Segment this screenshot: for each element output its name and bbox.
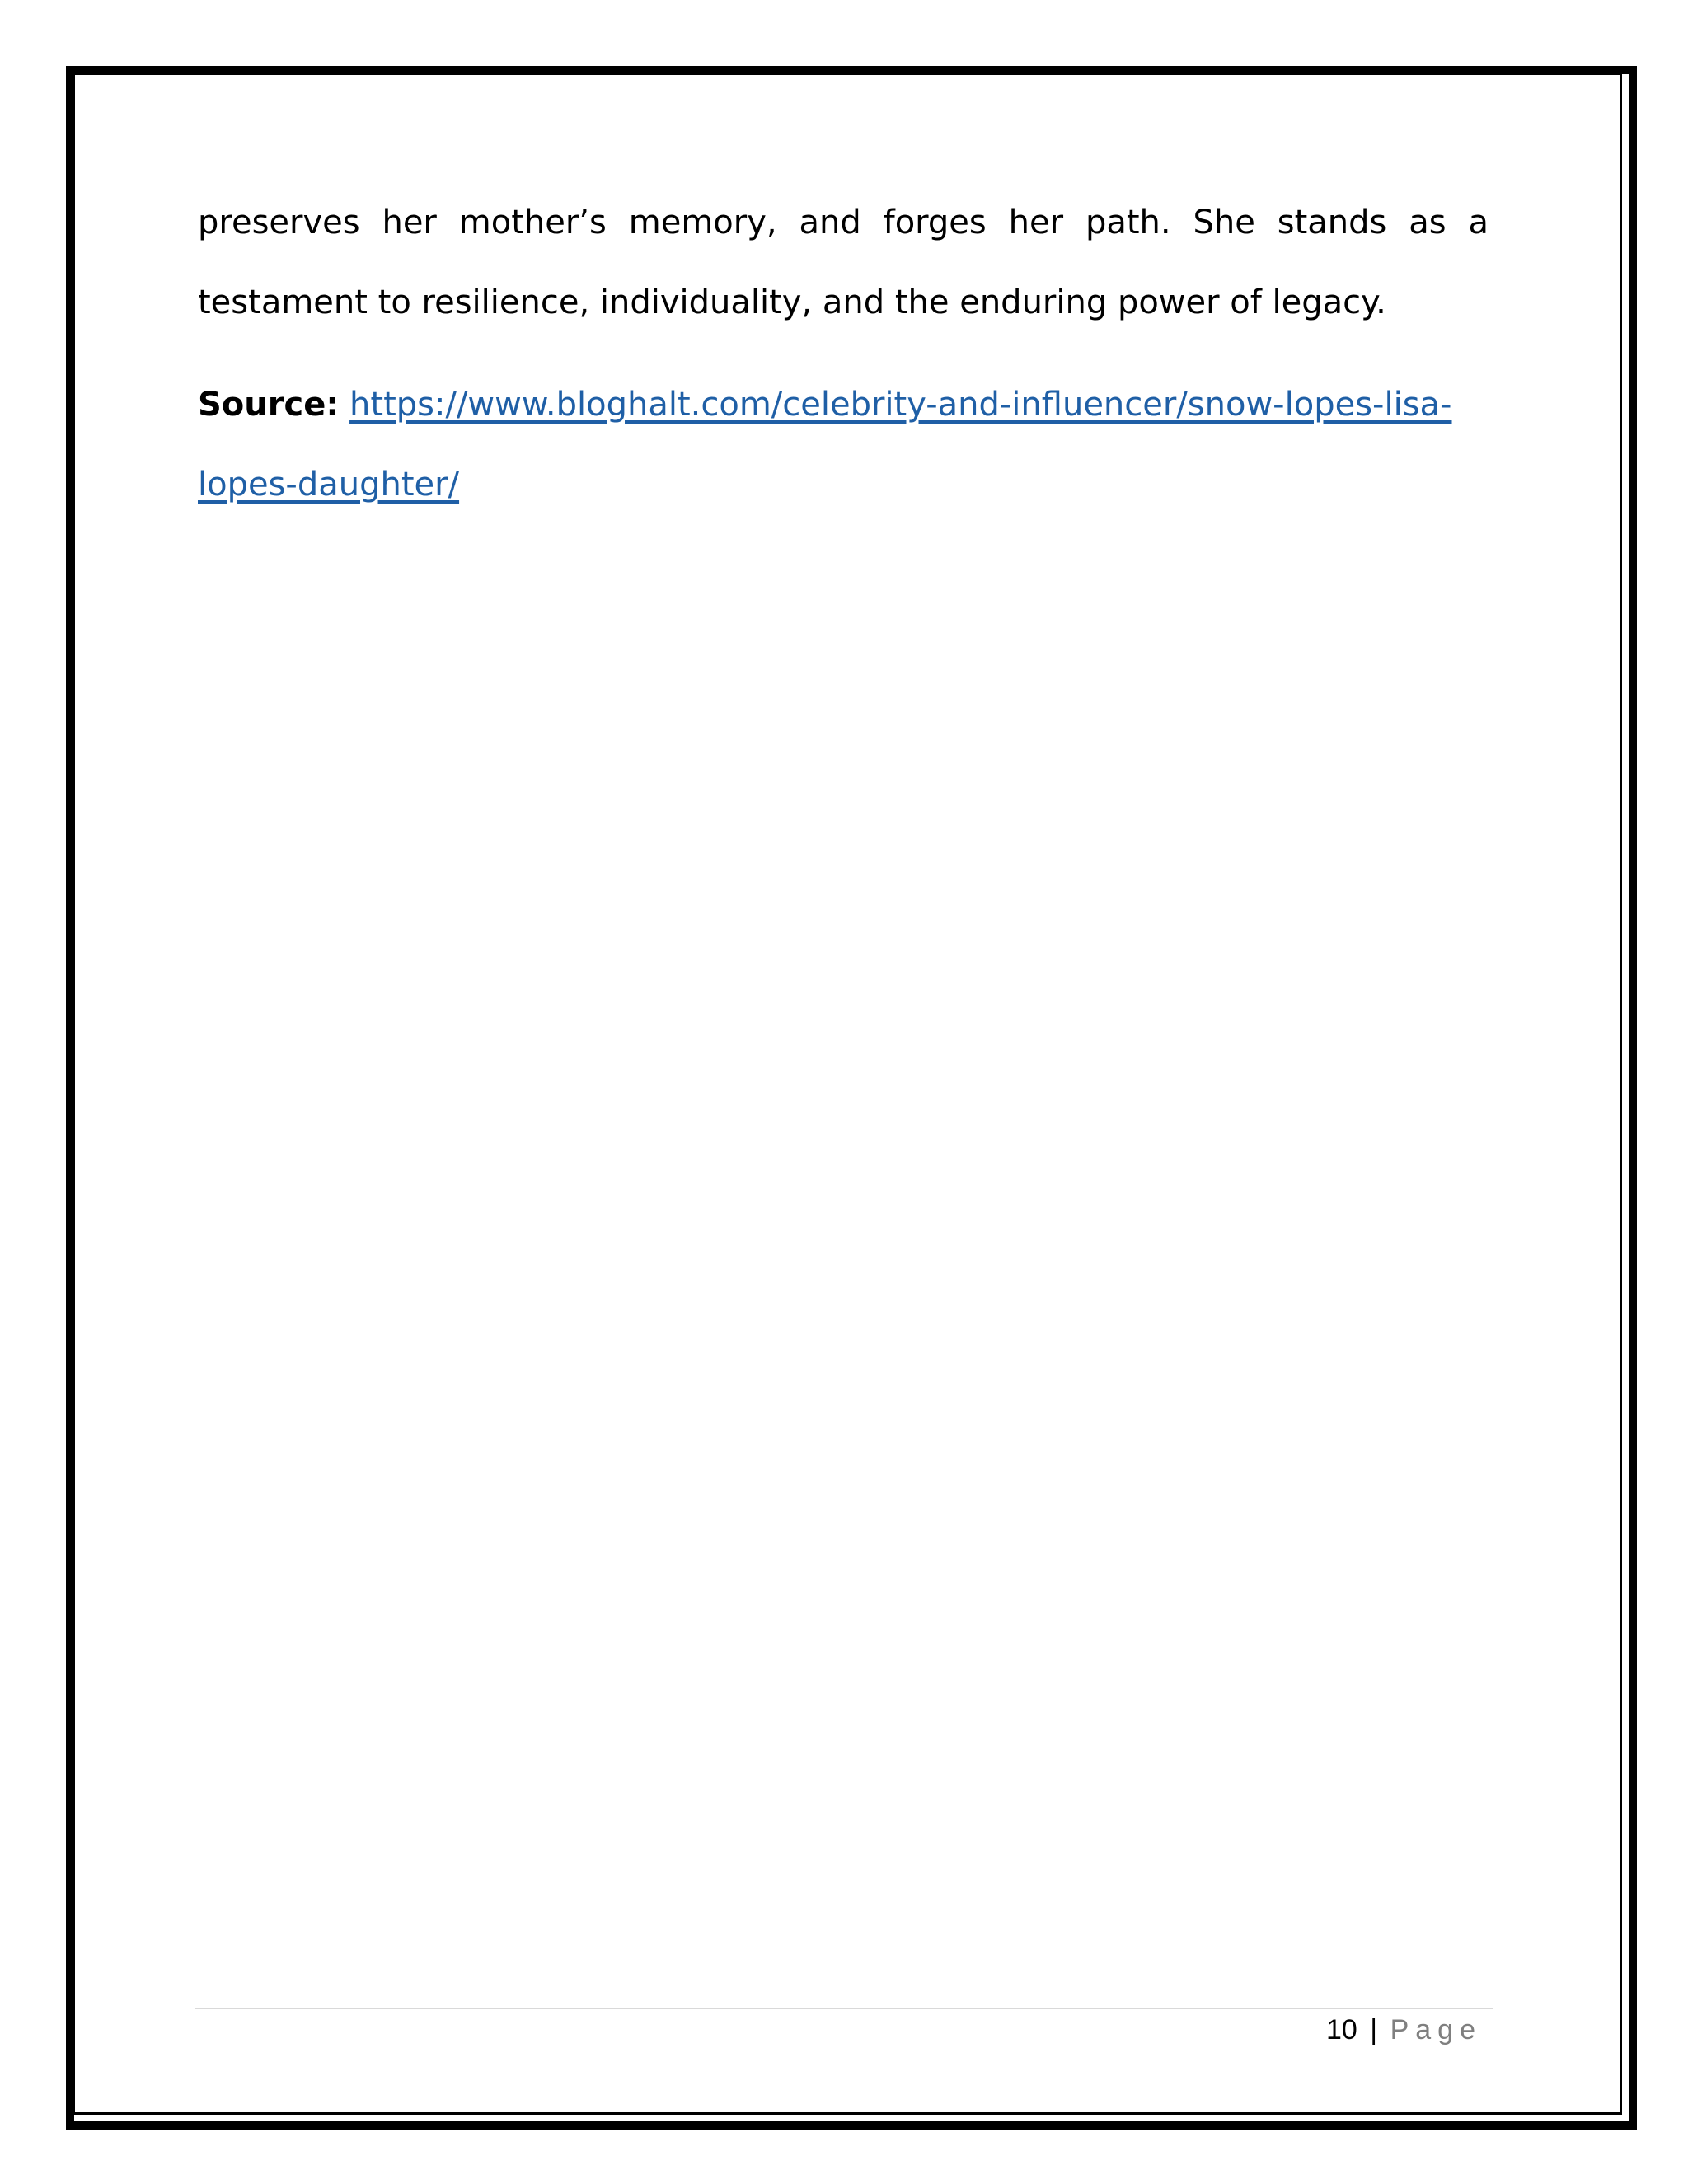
footer-separator: | xyxy=(1370,2014,1378,2046)
page-footer xyxy=(1326,2011,1482,2049)
source-link-line2: lopes-daughter/ xyxy=(198,466,460,504)
source-link-line1: https://www.bloghalt.com/celebrity-and-influencer/snow-lopes-lisa- xyxy=(349,386,1452,424)
paragraph-line: testament to resilience, individuality, and the enduring power of legacy. xyxy=(198,284,1386,321)
source-citation xyxy=(198,365,1489,525)
page-content xyxy=(198,183,1489,525)
paragraph-line: preserves her mother’s memory, and forges her path. She stands as a xyxy=(198,204,1489,241)
source-label: Source: xyxy=(198,386,340,424)
footer-divider xyxy=(195,2008,1493,2009)
source-link[interactable] xyxy=(198,386,1452,504)
page-label: Page xyxy=(1390,2014,1482,2046)
page-number: 10 xyxy=(1326,2014,1357,2046)
body-paragraph xyxy=(198,183,1489,343)
